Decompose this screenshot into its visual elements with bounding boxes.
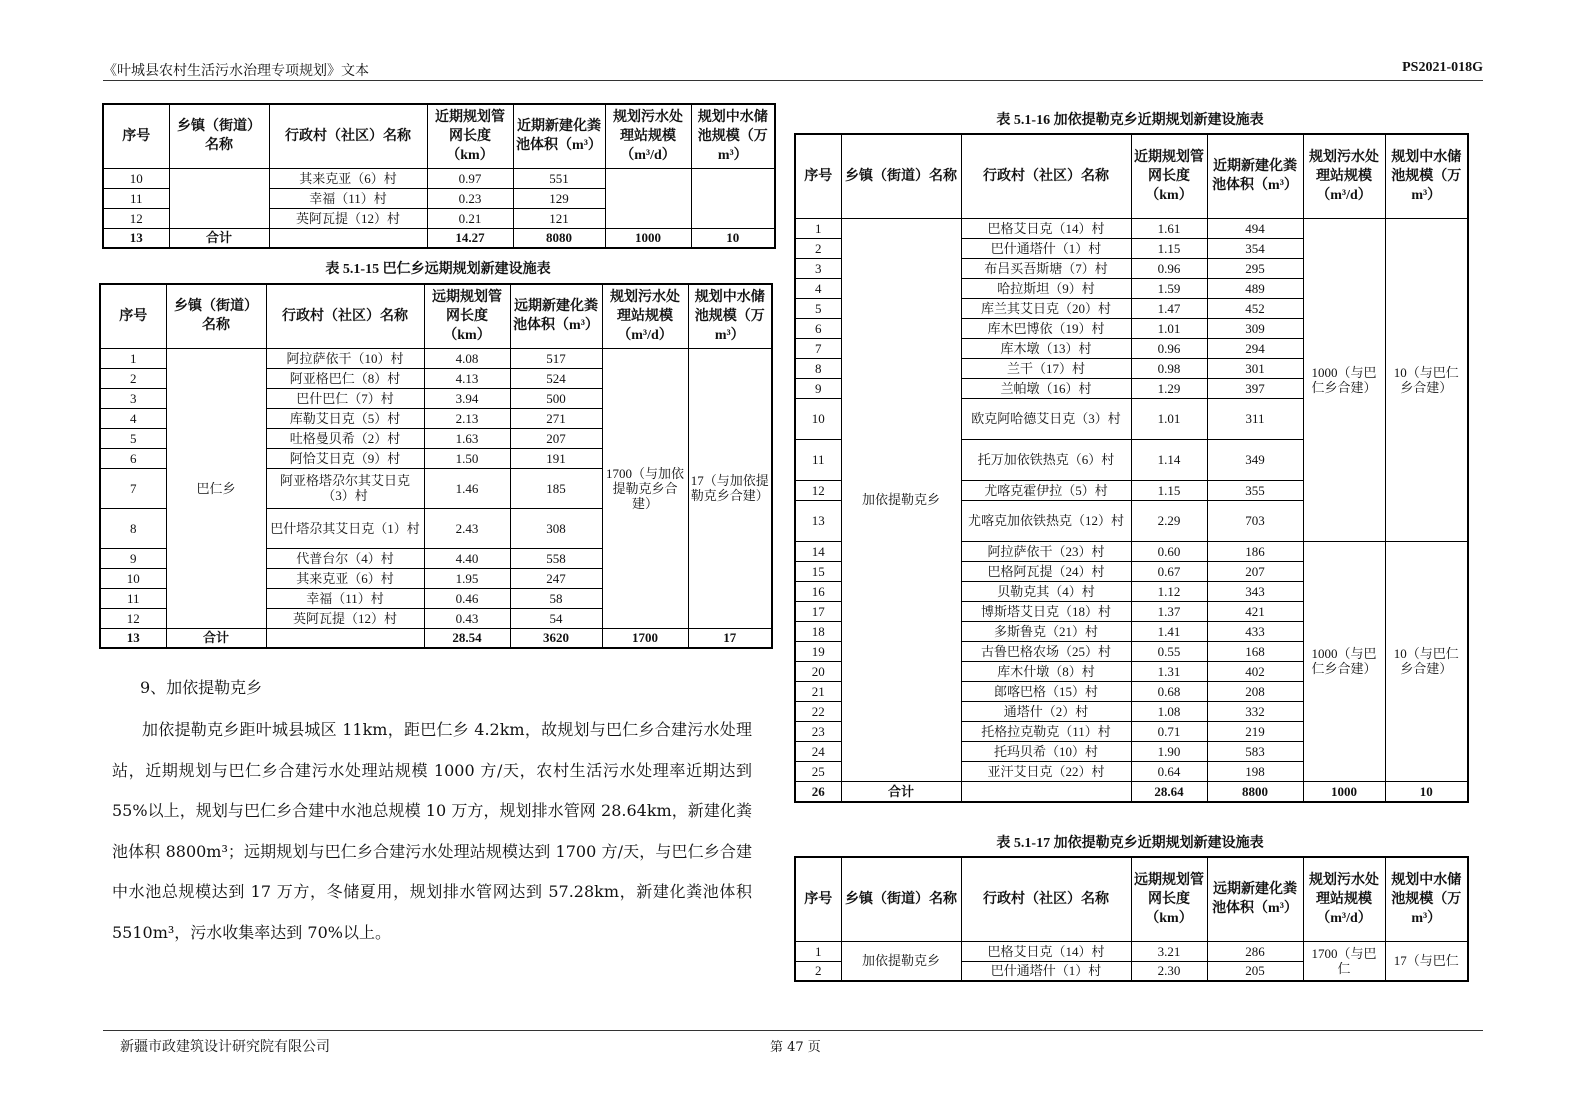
table-cell: 阿拉萨依干（23）村 [961,541,1131,561]
table-cell [691,168,775,228]
table-cell: 库勒艾日克（5）村 [266,408,424,428]
table-cell: 58 [510,588,602,608]
header-cell: 规划污水处理站规模（m³/d） [605,104,691,168]
table-cell: 452 [1207,298,1303,318]
table-cell: 2.29 [1131,500,1207,541]
table-cell: 1.14 [1131,439,1207,480]
table-cell: 0.64 [1131,761,1207,781]
table-cell: 1000 [1303,781,1385,802]
table-cell: 1.15 [1131,480,1207,500]
header-cell: 规划污水处理站规模（m³/d） [1303,857,1385,941]
table-cell: 10 [103,168,169,188]
table-cell: 0.96 [1131,258,1207,278]
table-cell: 2 [795,238,841,258]
table-cell: 通塔什（2）村 [961,701,1131,721]
table-cell: 其来克亚（6）村 [266,568,424,588]
table-cell: 0.68 [1131,681,1207,701]
table-cell: 托万加依铁热克（6）村 [961,439,1131,480]
table-cell: 489 [1207,278,1303,298]
table-cell: 幸福（11）村 [266,588,424,608]
table-cell: 1.08 [1131,701,1207,721]
table-cell: 24 [795,741,841,761]
table-cell: 311 [1207,398,1303,439]
table-cell: 186 [1207,541,1303,561]
footer-rule [103,1030,1483,1031]
table-cell: 343 [1207,581,1303,601]
table-cell: 208 [1207,681,1303,701]
header-cell: 近期新建化粪池体积（m³） [513,104,605,168]
table-cell: 0.21 [427,208,513,228]
table-cell: 10 [691,228,775,248]
table-cell: 哈拉斯坦（9）村 [961,278,1131,298]
table-cell: 207 [1207,561,1303,581]
header-cell: 远期新建化粪池体积（m³） [1207,857,1303,941]
table-cell: 7 [100,468,166,508]
table-cell: 贝勒克其（4）村 [961,581,1131,601]
header-cell: 规划污水处理站规模（m³/d） [602,284,688,348]
table-cell: 吐格曼贝希（2）村 [266,428,424,448]
header-cell: 行政村（社区）名称 [266,284,424,348]
table-cell: 加依提勒克乡 [841,941,961,981]
table-cell: 219 [1207,721,1303,741]
table-cell: 1.59 [1131,278,1207,298]
table-cell: 9 [795,378,841,398]
table-cell: 402 [1207,661,1303,681]
header-cell: 规划中水储池规模（万 m³） [1385,857,1468,941]
table-cell: 28.54 [424,628,510,648]
table-cell: 309 [1207,318,1303,338]
table-cell: 合计 [166,628,266,648]
table-cell: 10 [100,568,166,588]
table-a-header [103,104,775,168]
table-cell [961,781,1131,802]
table-cell: 3 [795,258,841,278]
table-cell: 0.43 [424,608,510,628]
table-cell: 1 [795,218,841,238]
table-cell: 22 [795,701,841,721]
table-cell: 0.71 [1131,721,1207,741]
table-cell: 524 [510,368,602,388]
table-cell: 8800 [1207,781,1303,802]
table-b-header [100,284,772,348]
table-cell: 托玛贝希（10）村 [961,741,1131,761]
footer-company: 新疆市政建筑设计研究院有限公司 [120,1039,330,1055]
table-cell: 1.01 [1131,398,1207,439]
table-cell: 19 [795,641,841,661]
table-cell: 代普台尔（4）村 [266,548,424,568]
table-cell: 207 [510,428,602,448]
table-cell: 5 [100,428,166,448]
table-cell: 17 [795,601,841,621]
table-cell: 加依提勒克乡 [841,218,961,781]
table-cell: 库木墩（13）村 [961,338,1131,358]
table-cell: 121 [513,208,605,228]
table-cell: 合计 [841,781,961,802]
table-cell: 1700（与加依提勒克乡合建） [602,348,688,628]
table-cell: 14.27 [427,228,513,248]
table-cell: 6 [795,318,841,338]
table-cell: 551 [513,168,605,188]
table-cell: 4 [795,278,841,298]
table-cell: 332 [1207,701,1303,721]
table-cell: 巴什通塔什（1）村 [961,961,1131,981]
table-cell: 500 [510,388,602,408]
table-cell: 433 [1207,621,1303,641]
table-cell: 185 [510,468,602,508]
table-cell: 0.97 [427,168,513,188]
table-cell: 博斯塔艾日克（18）村 [961,601,1131,621]
table-cell: 17 [688,628,772,648]
header-cell: 行政村（社区）名称 [961,134,1131,218]
table-cell: 703 [1207,500,1303,541]
table-cell: 14 [795,541,841,561]
table-cell: 阿恰艾日克（9）村 [266,448,424,468]
table-row [103,168,775,188]
table-cell: 20 [795,661,841,681]
table-cell: 308 [510,508,602,548]
table-cell: 兰干（17）村 [961,358,1131,378]
table-cell: 3.21 [1131,941,1207,961]
table-cell: 阿亚格塔尕尔其艾日克（3）村 [266,468,424,508]
table-cell: 英阿瓦提（12）村 [266,608,424,628]
table-cell: 286 [1207,941,1303,961]
table-cell: 库兰其艾日克（20）村 [961,298,1131,318]
table-cell: 欧克阿哈德艾日克（3）村 [961,398,1131,439]
table-cell: 1.61 [1131,218,1207,238]
table-cell: 4 [100,408,166,428]
table-cell: 198 [1207,761,1303,781]
table-cell: 583 [1207,741,1303,761]
table-cell: 其来克亚（6）村 [269,168,427,188]
table-b [99,283,773,649]
table-cell: 尤喀克加依铁热克（12）村 [961,500,1131,541]
table-row [795,218,1468,238]
table-cell: 5 [795,298,841,318]
table-cell: 13 [103,228,169,248]
table-cell: 28.64 [1131,781,1207,802]
table-cell: 1 [100,348,166,368]
table-cell: 10（与巴仁乡合建） [1385,218,1468,541]
total-row [103,228,775,248]
table-cell: 10（与巴仁乡合建） [1385,541,1468,781]
table-cell: 4.08 [424,348,510,368]
table-cell: 1 [795,941,841,961]
table-cell: 295 [1207,258,1303,278]
table-cell: 12 [795,480,841,500]
table-cell: 0.60 [1131,541,1207,561]
table-cell: 191 [510,448,602,468]
table-cell: 0.98 [1131,358,1207,378]
table-cell: 郎喀巴格（15）村 [961,681,1131,701]
table-cell [269,228,427,248]
table-cell: 271 [510,408,602,428]
table-cell: 巴格艾日克（14）村 [961,941,1131,961]
header-cell: 规划中水储池规模（万 m³） [1385,134,1468,218]
table-cell: 6 [100,448,166,468]
table-cell: 7 [795,338,841,358]
header-cell: 乡镇（街道）名称 [841,134,961,218]
table-cell: 2.43 [424,508,510,548]
header-cell: 序号 [100,284,166,348]
table-cell: 巴什塔尕其艾日克（1）村 [266,508,424,548]
table-cell: 巴什巴仁（7）村 [266,388,424,408]
table-cell: 8 [100,508,166,548]
table-row [795,941,1468,961]
table-cell: 354 [1207,238,1303,258]
table-cell: 1.15 [1131,238,1207,258]
table-cell: 0.96 [1131,338,1207,358]
table-cell: 18 [795,621,841,641]
table-cell: 294 [1207,338,1303,358]
header-cell: 乡镇（街道）名称 [169,104,269,168]
header-cell: 行政村（社区）名称 [961,857,1131,941]
table-cell: 古鲁巴格农场（25）村 [961,641,1131,661]
header-code: PS2021-018G [1402,60,1483,75]
header-cell: 远期规划管网长度（km） [1131,857,1207,941]
table-cell: 12 [100,608,166,628]
table-cell: 托格拉克勒克（11）村 [961,721,1131,741]
header-cell: 规划中水储池规模（万 m³） [688,284,772,348]
table-cell: 亚汗艾日克（22）村 [961,761,1131,781]
table-cell: 1.47 [1131,298,1207,318]
table-cell: 英阿瓦提（12）村 [269,208,427,228]
table-d-caption: 表 5.1-17 加依提勒克乡近期规划新建设施表 [996,836,1264,851]
section-paragraph: 加依提勒克乡距叶城县城区 11km，距巴仁乡 4.2km，故规划与巴仁乡合建污水处理站，近期规划与巴仁乡合建污水处理站规模 1000 方/天，农村生活污水处理率近期达到 55%以上，规划与巴仁乡合建中水池总规模 10 万方，规划排水管网 28.64km，新建化粪池体积 8800m³；远期规划与巴仁乡合建污水处理站规模达到 1700 方/天，与巴仁乡合建中水池总规模达到 17 万方，冬储夏用，规划排水管网达到 57.28km，新建化粪池体积 5510m³，污水收集率达到 70%以上。 [112,720,752,942]
table-cell: 12 [103,208,169,228]
table-cell: 301 [1207,358,1303,378]
table-cell: 2.30 [1131,961,1207,981]
table-cell: 11 [103,188,169,208]
table-cell: 3.94 [424,388,510,408]
table-cell [169,168,269,228]
table-d-header [795,857,1468,941]
table-cell: 布吕买吾斯塘（7）村 [961,258,1131,278]
table-cell: 1.95 [424,568,510,588]
table-cell: 尤喀克霍伊拉（5）村 [961,480,1131,500]
table-cell: 库木巴博依（19）村 [961,318,1131,338]
table-cell: 10 [1385,781,1468,802]
table-cell: 0.67 [1131,561,1207,581]
table-cell: 26 [795,781,841,802]
table-cell: 558 [510,548,602,568]
table-cell: 1000 [605,228,691,248]
total-row [795,781,1468,802]
header-cell: 乡镇（街道）名称 [841,857,961,941]
table-cell [605,168,691,228]
table-cell: 349 [1207,439,1303,480]
header-cell: 序号 [795,857,841,941]
table-cell: 库木什墩（8）村 [961,661,1131,681]
table-cell: 阿亚格巴仁（8）村 [266,368,424,388]
table-cell: 168 [1207,641,1303,661]
header-rule [103,80,1483,81]
header-cell: 近期规划管网长度（km） [427,104,513,168]
header-cell: 规划中水储池规模（万 m³） [691,104,775,168]
section-title: 9、加依提勒克乡 [140,678,263,697]
table-cell: 1.37 [1131,601,1207,621]
table-cell: 16 [795,581,841,601]
header-cell: 远期规划管网长度（km） [424,284,510,348]
table-cell: 8080 [513,228,605,248]
table-cell: 11 [100,588,166,608]
header-title: 《叶城县农村生活污水治理专项规划》文本 [103,63,369,79]
table-cell: 3 [100,388,166,408]
table-cell: 421 [1207,601,1303,621]
table-cell: 1.01 [1131,318,1207,338]
header-cell: 序号 [103,104,169,168]
table-cell: 2.13 [424,408,510,428]
table-cell: 兰帕墩（16）村 [961,378,1131,398]
table-cell: 1.46 [424,468,510,508]
table-cell: 13 [795,500,841,541]
table-cell: 54 [510,608,602,628]
table-cell: 巴格艾日克（14）村 [961,218,1131,238]
table-cell: 15 [795,561,841,581]
table-row [100,348,772,368]
table-cell: 10 [795,398,841,439]
table-a [102,103,776,249]
table-cell: 合计 [169,228,269,248]
table-cell: 21 [795,681,841,701]
table-cell: 1.31 [1131,661,1207,681]
table-cell: 阿拉萨依干（10）村 [266,348,424,368]
header-cell: 行政村（社区）名称 [269,104,427,168]
header-cell: 序号 [795,134,841,218]
table-cell: 397 [1207,378,1303,398]
total-row [100,628,772,648]
header-cell: 远期新建化粪池体积（m³） [510,284,602,348]
table-cell: 1000（与巴仁乡合建） [1303,218,1385,541]
table-cell: 1000（与巴仁乡合建） [1303,541,1385,781]
table-cell: 1.90 [1131,741,1207,761]
table-cell: 25 [795,761,841,781]
header-cell: 近期新建化粪池体积（m³） [1207,134,1303,218]
table-cell: 1700 [602,628,688,648]
table-cell: 幸福（11）村 [269,188,427,208]
table-cell: 355 [1207,480,1303,500]
table-cell: 1.63 [424,428,510,448]
footer-page-number: 第 47 页 [770,1040,821,1055]
header-cell: 近期规划管网长度（km） [1131,134,1207,218]
table-cell: 8 [795,358,841,378]
table-cell [266,628,424,648]
table-cell: 2 [795,961,841,981]
table-cell: 巴什通塔什（1）村 [961,238,1131,258]
table-d [794,856,1469,982]
table-c-header [795,134,1468,218]
table-c-caption: 表 5.1-16 加依提勒克乡近期规划新建设施表 [996,113,1264,128]
table-cell: 0.23 [427,188,513,208]
table-cell: 11 [795,439,841,480]
table-cell: 2 [100,368,166,388]
table-cell: 23 [795,721,841,741]
table-cell: 517 [510,348,602,368]
table-cell: 129 [513,188,605,208]
table-cell: 0.46 [424,588,510,608]
table-cell: 17（与巴仁 [1385,941,1468,981]
table-cell: 4.13 [424,368,510,388]
table-c [794,133,1469,803]
table-cell: 247 [510,568,602,588]
table-cell: 巴格阿瓦提（24）村 [961,561,1131,581]
header-cell: 乡镇（街道）名称 [166,284,266,348]
table-cell: 9 [100,548,166,568]
table-cell: 1.41 [1131,621,1207,641]
table-cell: 1.50 [424,448,510,468]
table-cell: 494 [1207,218,1303,238]
table-cell: 205 [1207,961,1303,981]
table-cell: 17（与加依提勒克乡合建） [688,348,772,628]
table-cell: 4.40 [424,548,510,568]
header-cell: 规划污水处理站规模（m³/d） [1303,134,1385,218]
table-cell: 13 [100,628,166,648]
table-cell: 多斯鲁克（21）村 [961,621,1131,641]
table-cell: 巴仁乡 [166,348,266,628]
table-b-caption: 表 5.1-15 巴仁乡远期规划新建设施表 [325,262,551,277]
table-cell: 1.12 [1131,581,1207,601]
table-cell: 0.55 [1131,641,1207,661]
table-cell: 1700（与巴仁 [1303,941,1385,981]
table-cell: 3620 [510,628,602,648]
table-cell: 1.29 [1131,378,1207,398]
